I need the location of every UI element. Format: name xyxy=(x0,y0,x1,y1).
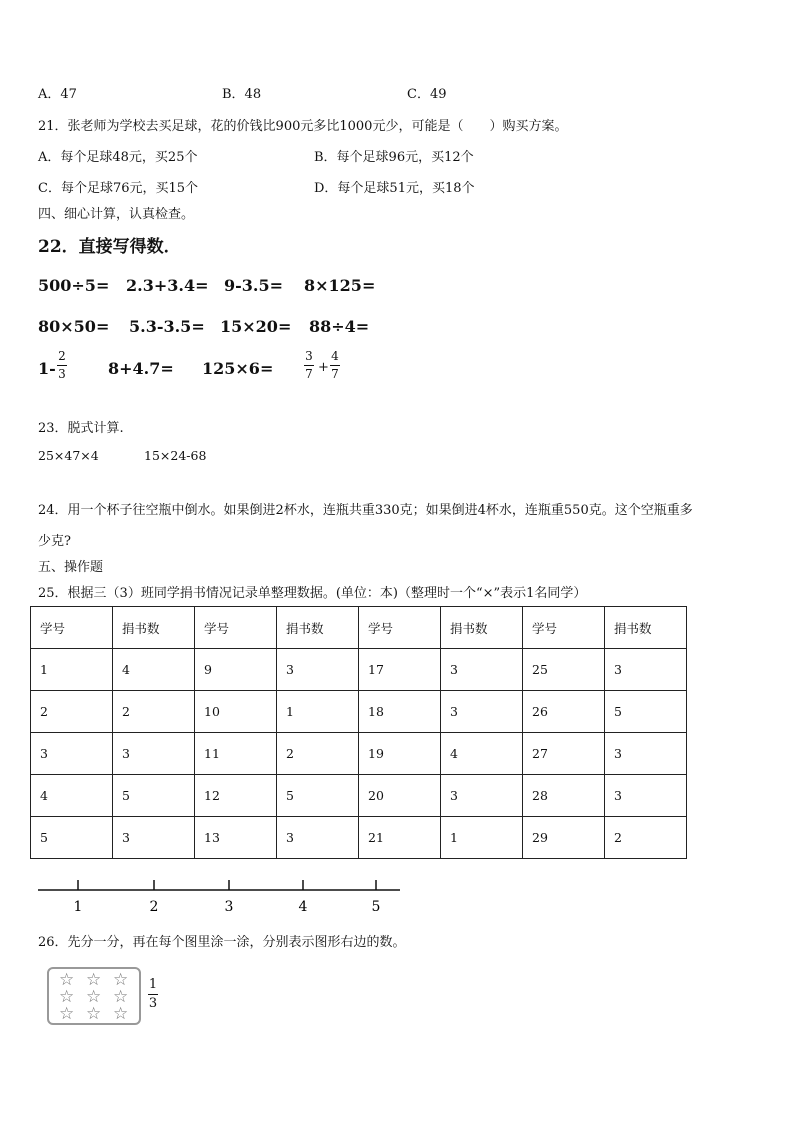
q25-stem: 25．根据三（3）班同学捐书情况记录单整理数据。(单位：本)（整理时一个“×”表示1名同学） xyxy=(38,586,587,601)
q22-item: 125×6= xyxy=(202,359,274,378)
q22-fraction xyxy=(57,350,67,380)
q21-option-a: A．每个足球48元，买25个 xyxy=(38,150,198,165)
table-cell: 13 xyxy=(195,817,277,859)
star-icon: ☆ xyxy=(113,987,129,1007)
table-cell: 10 xyxy=(195,691,277,733)
table-cell: 3 xyxy=(605,775,687,817)
table-row xyxy=(31,691,687,733)
table-cell: 17 xyxy=(359,649,441,691)
q23-item: 15×24-68 xyxy=(144,448,207,463)
table-cell: 2 xyxy=(605,817,687,859)
fraction-numerator: 1 xyxy=(148,977,158,992)
q22-plus-sign: + xyxy=(318,360,329,375)
fraction-denominator: 7 xyxy=(331,367,339,381)
q22-item-prefix: 1- xyxy=(38,359,56,378)
q24-line1: 24．用一个杯子往空瓶中倒水。如果倒进2杯水，连瓶共重330克；如果倒进4杯水，连瓶重550克。这个空瓶重多 xyxy=(38,503,693,518)
table-cell: 4 xyxy=(113,649,195,691)
table-header-cell: 学号 xyxy=(195,607,277,649)
star-icon: ☆ xyxy=(86,987,102,1007)
donation-record-table xyxy=(30,606,687,859)
axis-label: 1 xyxy=(73,899,83,915)
table-cell: 3 xyxy=(113,817,195,859)
star-icon: ☆ xyxy=(86,1004,102,1024)
table-cell: 3 xyxy=(277,817,359,859)
table-cell: 21 xyxy=(359,817,441,859)
q22-fraction-a xyxy=(304,350,314,380)
table-cell: 18 xyxy=(359,691,441,733)
fraction-denominator: 3 xyxy=(58,367,66,381)
axis-label: 3 xyxy=(224,899,234,915)
q23-title: 23．脱式计算. xyxy=(38,421,124,436)
q24-line2: 少克? xyxy=(38,534,71,549)
table-cell: 28 xyxy=(523,775,605,817)
table-cell: 12 xyxy=(195,775,277,817)
fraction-numerator: 3 xyxy=(305,349,313,363)
fraction-bar xyxy=(304,365,314,366)
table-cell: 9 xyxy=(195,649,277,691)
axis-label: 5 xyxy=(371,899,381,915)
table-header-cell: 捐书数 xyxy=(277,607,359,649)
section-5-heading: 五、操作题 xyxy=(38,560,104,575)
table-cell: 26 xyxy=(523,691,605,733)
table-cell: 5 xyxy=(113,775,195,817)
table-cell: 11 xyxy=(195,733,277,775)
table-header-cell: 学号 xyxy=(523,607,605,649)
table-header-row xyxy=(31,607,687,649)
axis-label: 4 xyxy=(298,899,308,915)
q21-option-d: D．每个足球51元，买18个 xyxy=(314,181,475,196)
q22-item: 5.3-3.5= xyxy=(129,317,205,336)
q26-stem: 26．先分一分，再在每个图里涂一涂，分别表示图形右边的数。 xyxy=(38,935,406,950)
table-cell: 5 xyxy=(605,691,687,733)
fraction-bar xyxy=(148,994,158,995)
fraction-denominator: 7 xyxy=(305,367,313,381)
star-icon: ☆ xyxy=(113,1004,129,1024)
table-cell: 1 xyxy=(277,691,359,733)
section-4-heading: 四、细心计算，认真检查。 xyxy=(38,207,195,222)
q22-item: 9-3.5= xyxy=(224,276,284,295)
table-cell: 3 xyxy=(605,733,687,775)
q22-fraction-b xyxy=(330,350,340,380)
table-cell: 25 xyxy=(523,649,605,691)
table-cell: 4 xyxy=(31,775,113,817)
star-icon: ☆ xyxy=(86,970,102,990)
table-cell: 3 xyxy=(113,733,195,775)
table-cell: 20 xyxy=(359,775,441,817)
fraction-bar xyxy=(330,365,340,366)
fraction-numerator: 2 xyxy=(58,349,66,363)
table-header-cell: 捐书数 xyxy=(605,607,687,649)
table-cell: 3 xyxy=(31,733,113,775)
table-cell: 4 xyxy=(441,733,523,775)
q22-item: 15×20= xyxy=(220,317,292,336)
table-row xyxy=(31,817,687,859)
table-cell: 3 xyxy=(605,649,687,691)
table-cell: 2 xyxy=(277,733,359,775)
table-cell: 3 xyxy=(277,649,359,691)
table-header-cell: 捐书数 xyxy=(441,607,523,649)
star-box xyxy=(47,967,141,1025)
table-cell: 5 xyxy=(31,817,113,859)
table-cell: 3 xyxy=(441,649,523,691)
q22-item: 8+4.7= xyxy=(108,359,174,378)
q22-item: 88÷4= xyxy=(309,317,370,336)
table-cell: 2 xyxy=(113,691,195,733)
table-cell: 19 xyxy=(359,733,441,775)
q21-option-b: B．每个足球96元，买12个 xyxy=(314,150,474,165)
table-row xyxy=(31,649,687,691)
table-cell: 2 xyxy=(31,691,113,733)
table-cell: 1 xyxy=(441,817,523,859)
star-icon: ☆ xyxy=(113,970,129,990)
q23-item: 25×47×4 xyxy=(38,448,99,463)
star-icon: ☆ xyxy=(59,987,75,1007)
table-row xyxy=(31,733,687,775)
q21-stem: 21．张老师为学校去买足球，花的价钱比900元多比1000元少，可能是（ ）购买方案。 xyxy=(38,119,568,134)
tally-axis xyxy=(38,880,408,916)
table-cell: 27 xyxy=(523,733,605,775)
table-cell: 3 xyxy=(441,691,523,733)
q21-option-c: C．每个足球76元，买15个 xyxy=(38,181,199,196)
q26-fraction xyxy=(148,978,158,1010)
q20-option-c: C．49 xyxy=(407,87,447,102)
table-header-cell: 学号 xyxy=(359,607,441,649)
q22-item: 2.3+3.4= xyxy=(126,276,209,295)
q20-option-b: B．48 xyxy=(222,87,262,102)
table-header-cell: 捐书数 xyxy=(113,607,195,649)
table-cell: 1 xyxy=(31,649,113,691)
q22-title: 22．直接写得数． xyxy=(38,237,181,257)
table-cell: 3 xyxy=(441,775,523,817)
table-cell: 29 xyxy=(523,817,605,859)
table-header-cell: 学号 xyxy=(31,607,113,649)
fraction-numerator: 4 xyxy=(331,349,339,363)
q22-item: 80×50= xyxy=(38,317,110,336)
q20-option-a: A．47 xyxy=(38,87,77,102)
fraction-bar xyxy=(57,365,67,366)
q22-item: 8×125= xyxy=(304,276,376,295)
star-icon: ☆ xyxy=(59,1004,75,1024)
table-row xyxy=(31,775,687,817)
star-icon: ☆ xyxy=(59,970,75,990)
axis-label: 2 xyxy=(149,899,159,915)
fraction-denominator: 3 xyxy=(148,996,158,1011)
q22-item: 500÷5= xyxy=(38,276,110,295)
table-cell: 5 xyxy=(277,775,359,817)
